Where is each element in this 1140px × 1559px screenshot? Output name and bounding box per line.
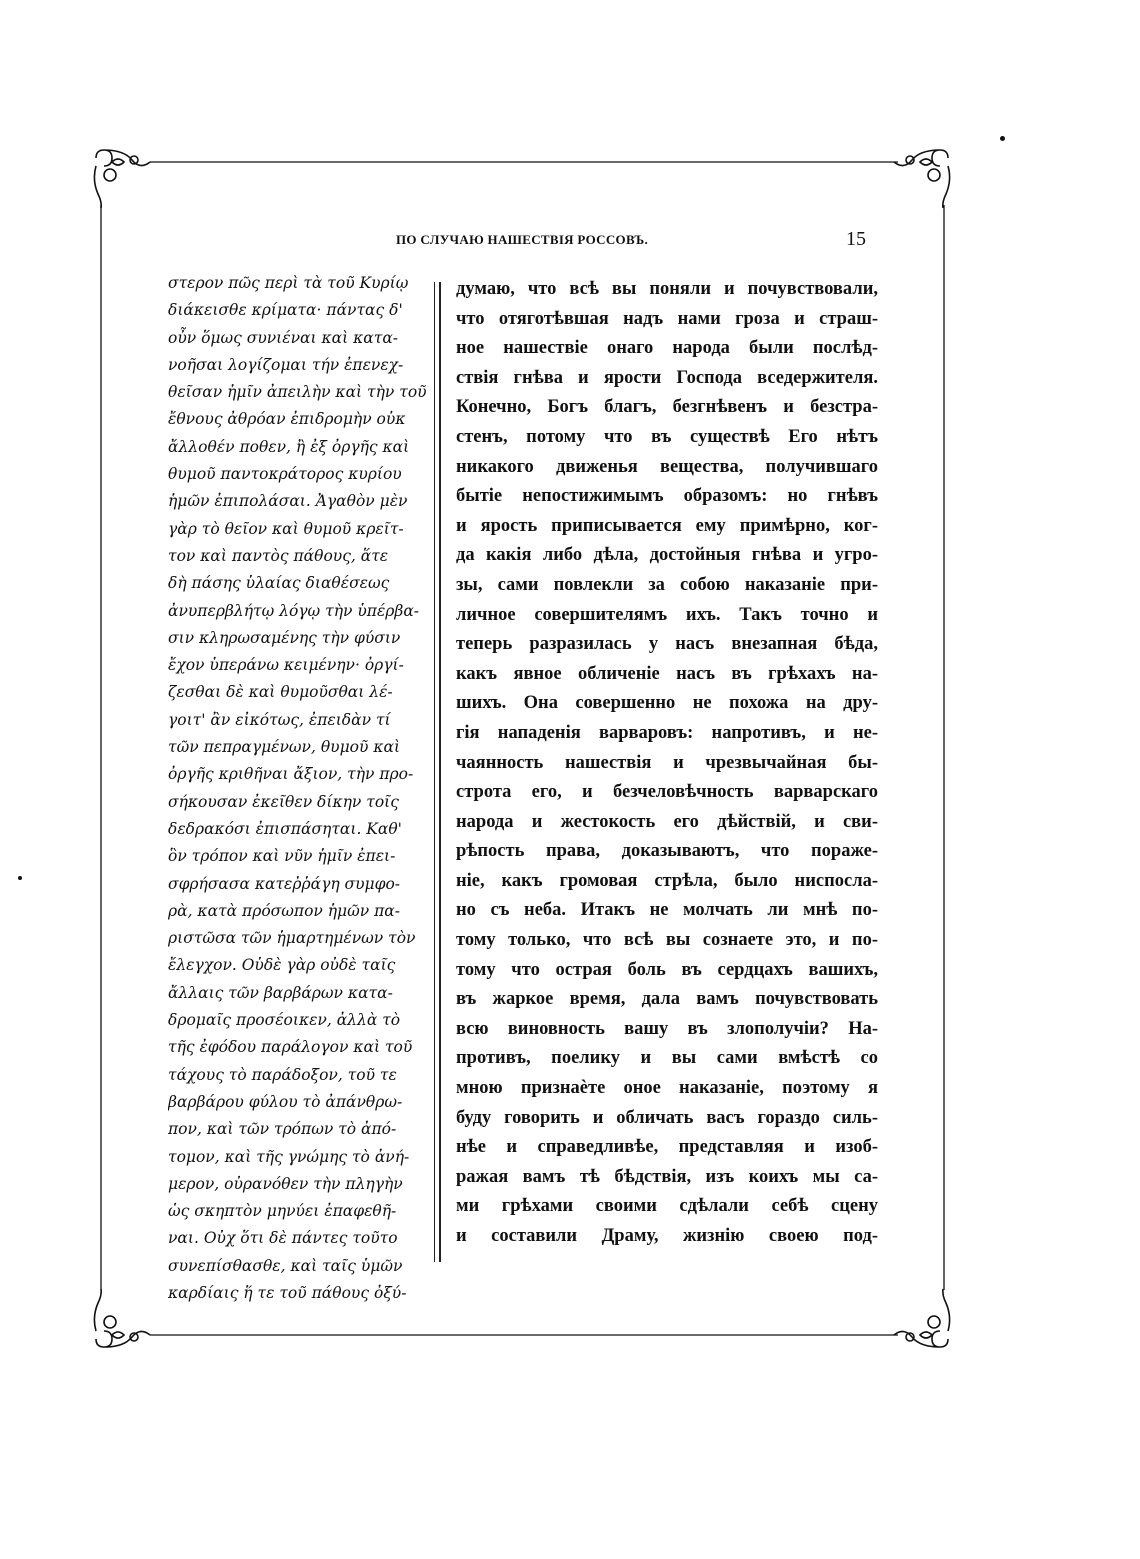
ink-speck bbox=[1000, 136, 1005, 141]
page-number: 15 bbox=[846, 228, 866, 250]
greek-text-line: γὰρ τὸ θεῖον καὶ θυμοῦ κρεῖτ- bbox=[168, 519, 404, 538]
greek-text-line: θυμοῦ παντοκράτορος κυρίου bbox=[168, 465, 402, 484]
russian-text-line: бытіе непостижимымъ образомъ: но гнѣвъ bbox=[456, 486, 878, 507]
greek-text-line: ἄλλοθέν ποθεν, ἢ ἐξ ὀργῆς καὶ bbox=[168, 437, 410, 456]
greek-text-line: ἔθνους ἀθρόαν ἐπιδρομὴν οὐκ bbox=[168, 410, 406, 429]
russian-text-line: и ярость приписывается ему примѣрно, ког- bbox=[456, 515, 878, 536]
greek-text-line: ἄλλαις τῶν βαρβάρων κατα- bbox=[168, 983, 393, 1002]
russian-text-line: что отяготѣвшая надъ нами гроза и страш- bbox=[456, 308, 878, 329]
russian-text-line: да какія либо дѣла, достойныя гнѣва и угро- bbox=[456, 545, 878, 566]
greek-text-line: στερον πῶς περὶ τὰ τοῦ Κυρίῳ bbox=[168, 274, 409, 292]
greek-text-line: βαρβάρου φύλου τὸ ἀπάνθρω- bbox=[168, 1092, 403, 1111]
greek-text-line: συνεπίσθασθε, καὶ ταῖς ὑμῶν bbox=[168, 1256, 403, 1275]
greek-text-line: διάκεισθε κρίματα· πάντας δ' bbox=[168, 301, 403, 320]
russian-text-line: ніе, какъ громовая стрѣла, было ниспосла- bbox=[456, 870, 878, 891]
russian-text-line: ное нашествіе онаго народа были послѣд- bbox=[456, 338, 878, 359]
russian-text-line: ражая вамъ тѣ бѣдствія, изъ коихъ мы са- bbox=[456, 1166, 878, 1187]
russian-text-line: гія нападенія варваровъ: напротивъ, и не- bbox=[456, 722, 878, 743]
greek-text-line: τῆς ἐφόδου παράλογον καὶ τοῦ bbox=[168, 1038, 413, 1057]
greek-text-line: θεῖσαν ἡμῖν ἀπειλὴν καὶ τὴν τοῦ bbox=[168, 383, 427, 402]
russian-text-line: мною признаѐте оное наказаніе, поэтому я bbox=[456, 1078, 878, 1099]
greek-text-line: μερον, οὐρανόθεν τὴν πληγὴν bbox=[168, 1174, 403, 1193]
greek-text-line: ριστῶσα τῶν ἡμαρτημένων τὸν bbox=[168, 929, 416, 948]
russian-text-line: зы, сами повлекли за собою наказаніе при- bbox=[456, 574, 878, 595]
greek-text-line: σφρήσασα κατεῤῥάγη συμφο- bbox=[168, 874, 401, 893]
russian-text-line: чаянность нашествія и чрезвычайная бы- bbox=[456, 752, 878, 773]
greek-text-line: ἡμῶν ἐπιπολάσαι. Ἀγαθὸν μὲν bbox=[168, 492, 408, 511]
russian-text-line: но съ неба. Итакъ не молчать ли мнѣ по- bbox=[456, 900, 878, 921]
greek-text-line: δρομαῖς προσέοικεν, ἀλλὰ τὸ bbox=[168, 1011, 401, 1030]
russian-text-line: личное совершителямъ ихъ. Такъ точно и bbox=[456, 604, 878, 625]
russian-text-line: какъ явное обличеніе насъ въ грѣхахъ на- bbox=[456, 663, 878, 684]
russian-text-line: тому что острая боль въ сердцахъ вашихъ, bbox=[456, 959, 878, 980]
russian-text-line: ми грѣхами своими сдѣлали себѣ сцену bbox=[456, 1196, 878, 1217]
greek-text-line: δεδρακόσι ἐπισπάσηται. Καθ' bbox=[168, 819, 402, 838]
greek-text-line: τομον, καὶ τῆς γνώμης τὸ ἀνή- bbox=[168, 1147, 410, 1166]
russian-text-line: всю виновность вашу въ злополучіи? На- bbox=[456, 1018, 878, 1039]
greek-text-line: τῶν πεπραγμένων, θυμοῦ καὶ bbox=[168, 738, 401, 757]
greek-text-line: ρὰ, κατὰ πρόσωπον ἡμῶν πα- bbox=[168, 901, 400, 920]
corner-ornament-bottom-left bbox=[94, 1289, 150, 1347]
ink-speck bbox=[18, 876, 22, 880]
russian-text-line: противъ, поелику и вы сами вмѣстѣ со bbox=[456, 1048, 878, 1069]
greek-text-line: γοιτ' ἂν εἰκότως, ἐπειδὰν τί bbox=[168, 710, 391, 729]
russian-text-line: ствія гнѣва и ярости Господа вседержителя. bbox=[456, 367, 878, 388]
column-divider bbox=[439, 282, 441, 1262]
greek-text-line: οὖν ὅμως συνιέναι καὶ κατα- bbox=[168, 328, 399, 347]
russian-text-line: въ жаркое время, дала вамъ почувствовать bbox=[456, 989, 878, 1010]
russian-text-line: шихъ. Она совершенно не похожа на дру- bbox=[456, 693, 878, 714]
greek-text-line: καρδίαις ἥ τε τοῦ πάθους ὀξύ- bbox=[168, 1283, 407, 1302]
greek-text-line: νοῆσαι λογίζομαι τήν ἐπενεχ- bbox=[168, 355, 404, 374]
greek-text-line: τον καὶ παντὸς πάθους, ἅτε bbox=[168, 546, 389, 565]
greek-text-line: ὀργῆς κριθῆναι ἄξιον, τὴν προ- bbox=[168, 765, 414, 784]
corner-ornament-bottom-right bbox=[894, 1289, 950, 1347]
greek-text-line: ὃν τρόπον καὶ νῦν ἡμῖν ἐπει- bbox=[168, 847, 396, 866]
greek-text-line: ἀνυπερβλήτῳ λόγῳ τὴν ὑπέρβα- bbox=[168, 601, 420, 620]
greek-text-line: ζεσθαι δὲ καὶ θυμοῦσθαι λέ- bbox=[168, 683, 393, 702]
greek-text-line: σήκουσαν ἐκεῖθεν δίκην τοῖς bbox=[168, 792, 399, 811]
russian-text-line: тому только, что всѣ вы сознаете это, и по- bbox=[456, 930, 878, 951]
running-title: ПО СЛУЧАЮ НАШЕСТВІЯ РОССОВЪ. bbox=[395, 232, 649, 247]
corner-ornament-top-left bbox=[94, 150, 150, 208]
russian-text-line: нѣе и справедливѣе, представляя и изоб- bbox=[456, 1137, 878, 1158]
russian-text-column bbox=[456, 275, 878, 1252]
russian-text-line: строта его, и безчеловѣчность варварскаго bbox=[456, 782, 878, 803]
greek-text-line: δὴ πάσης ὑλαίας διαθέσεως bbox=[168, 574, 390, 593]
greek-text-line: ἔχον ὑπεράνω κειμένην· ὀργί- bbox=[168, 656, 404, 675]
russian-text-line: и составили Драму, жизнію своею под- bbox=[456, 1226, 878, 1246]
russian-text-line: буду говорить и обличать васъ гораздо силь- bbox=[456, 1107, 878, 1128]
russian-text-line: народа и жестокость его дѣйствій, и сви- bbox=[456, 811, 878, 832]
corner-ornament-top-right bbox=[894, 150, 950, 208]
greek-text-line: τάχους τὸ παράδοξον, τοῦ τε bbox=[168, 1065, 397, 1084]
greek-text-line: ναι. Οὐχ ὅτι δὲ πάντες τοῦτο bbox=[168, 1229, 398, 1248]
greek-text-line: ὡς σκηπτὸν μηνύει ἐπαφεθῆ- bbox=[168, 1202, 397, 1221]
russian-text-line: рѣпость права, доказываютъ, что пораже- bbox=[456, 841, 878, 862]
column-divider bbox=[434, 282, 435, 1262]
russian-text-line: стенъ, потому что въ существѣ Его нѣтъ bbox=[456, 426, 878, 447]
greek-text-column bbox=[168, 270, 428, 1307]
greek-text-line: πον, καὶ τῶν τρόπων τὸ ἀπό- bbox=[168, 1120, 397, 1139]
greek-text-line: σιν κληρωσαμένης τὴν φύσιν bbox=[168, 628, 401, 647]
russian-text-line: теперь разразилась у насъ внезапная бѣда, bbox=[456, 634, 878, 655]
russian-text-line: никакого движенья вещества, получившаго bbox=[456, 456, 878, 477]
greek-text-line: ἔλεγχον. Οὐδὲ γὰρ οὐδὲ ταῖς bbox=[168, 956, 396, 975]
russian-text-line: Конечно, Богъ благъ, безгнѣвенъ и безстра- bbox=[456, 397, 878, 418]
russian-text-line: думаю, что всѣ вы поняли и почувствовали, bbox=[456, 279, 878, 299]
